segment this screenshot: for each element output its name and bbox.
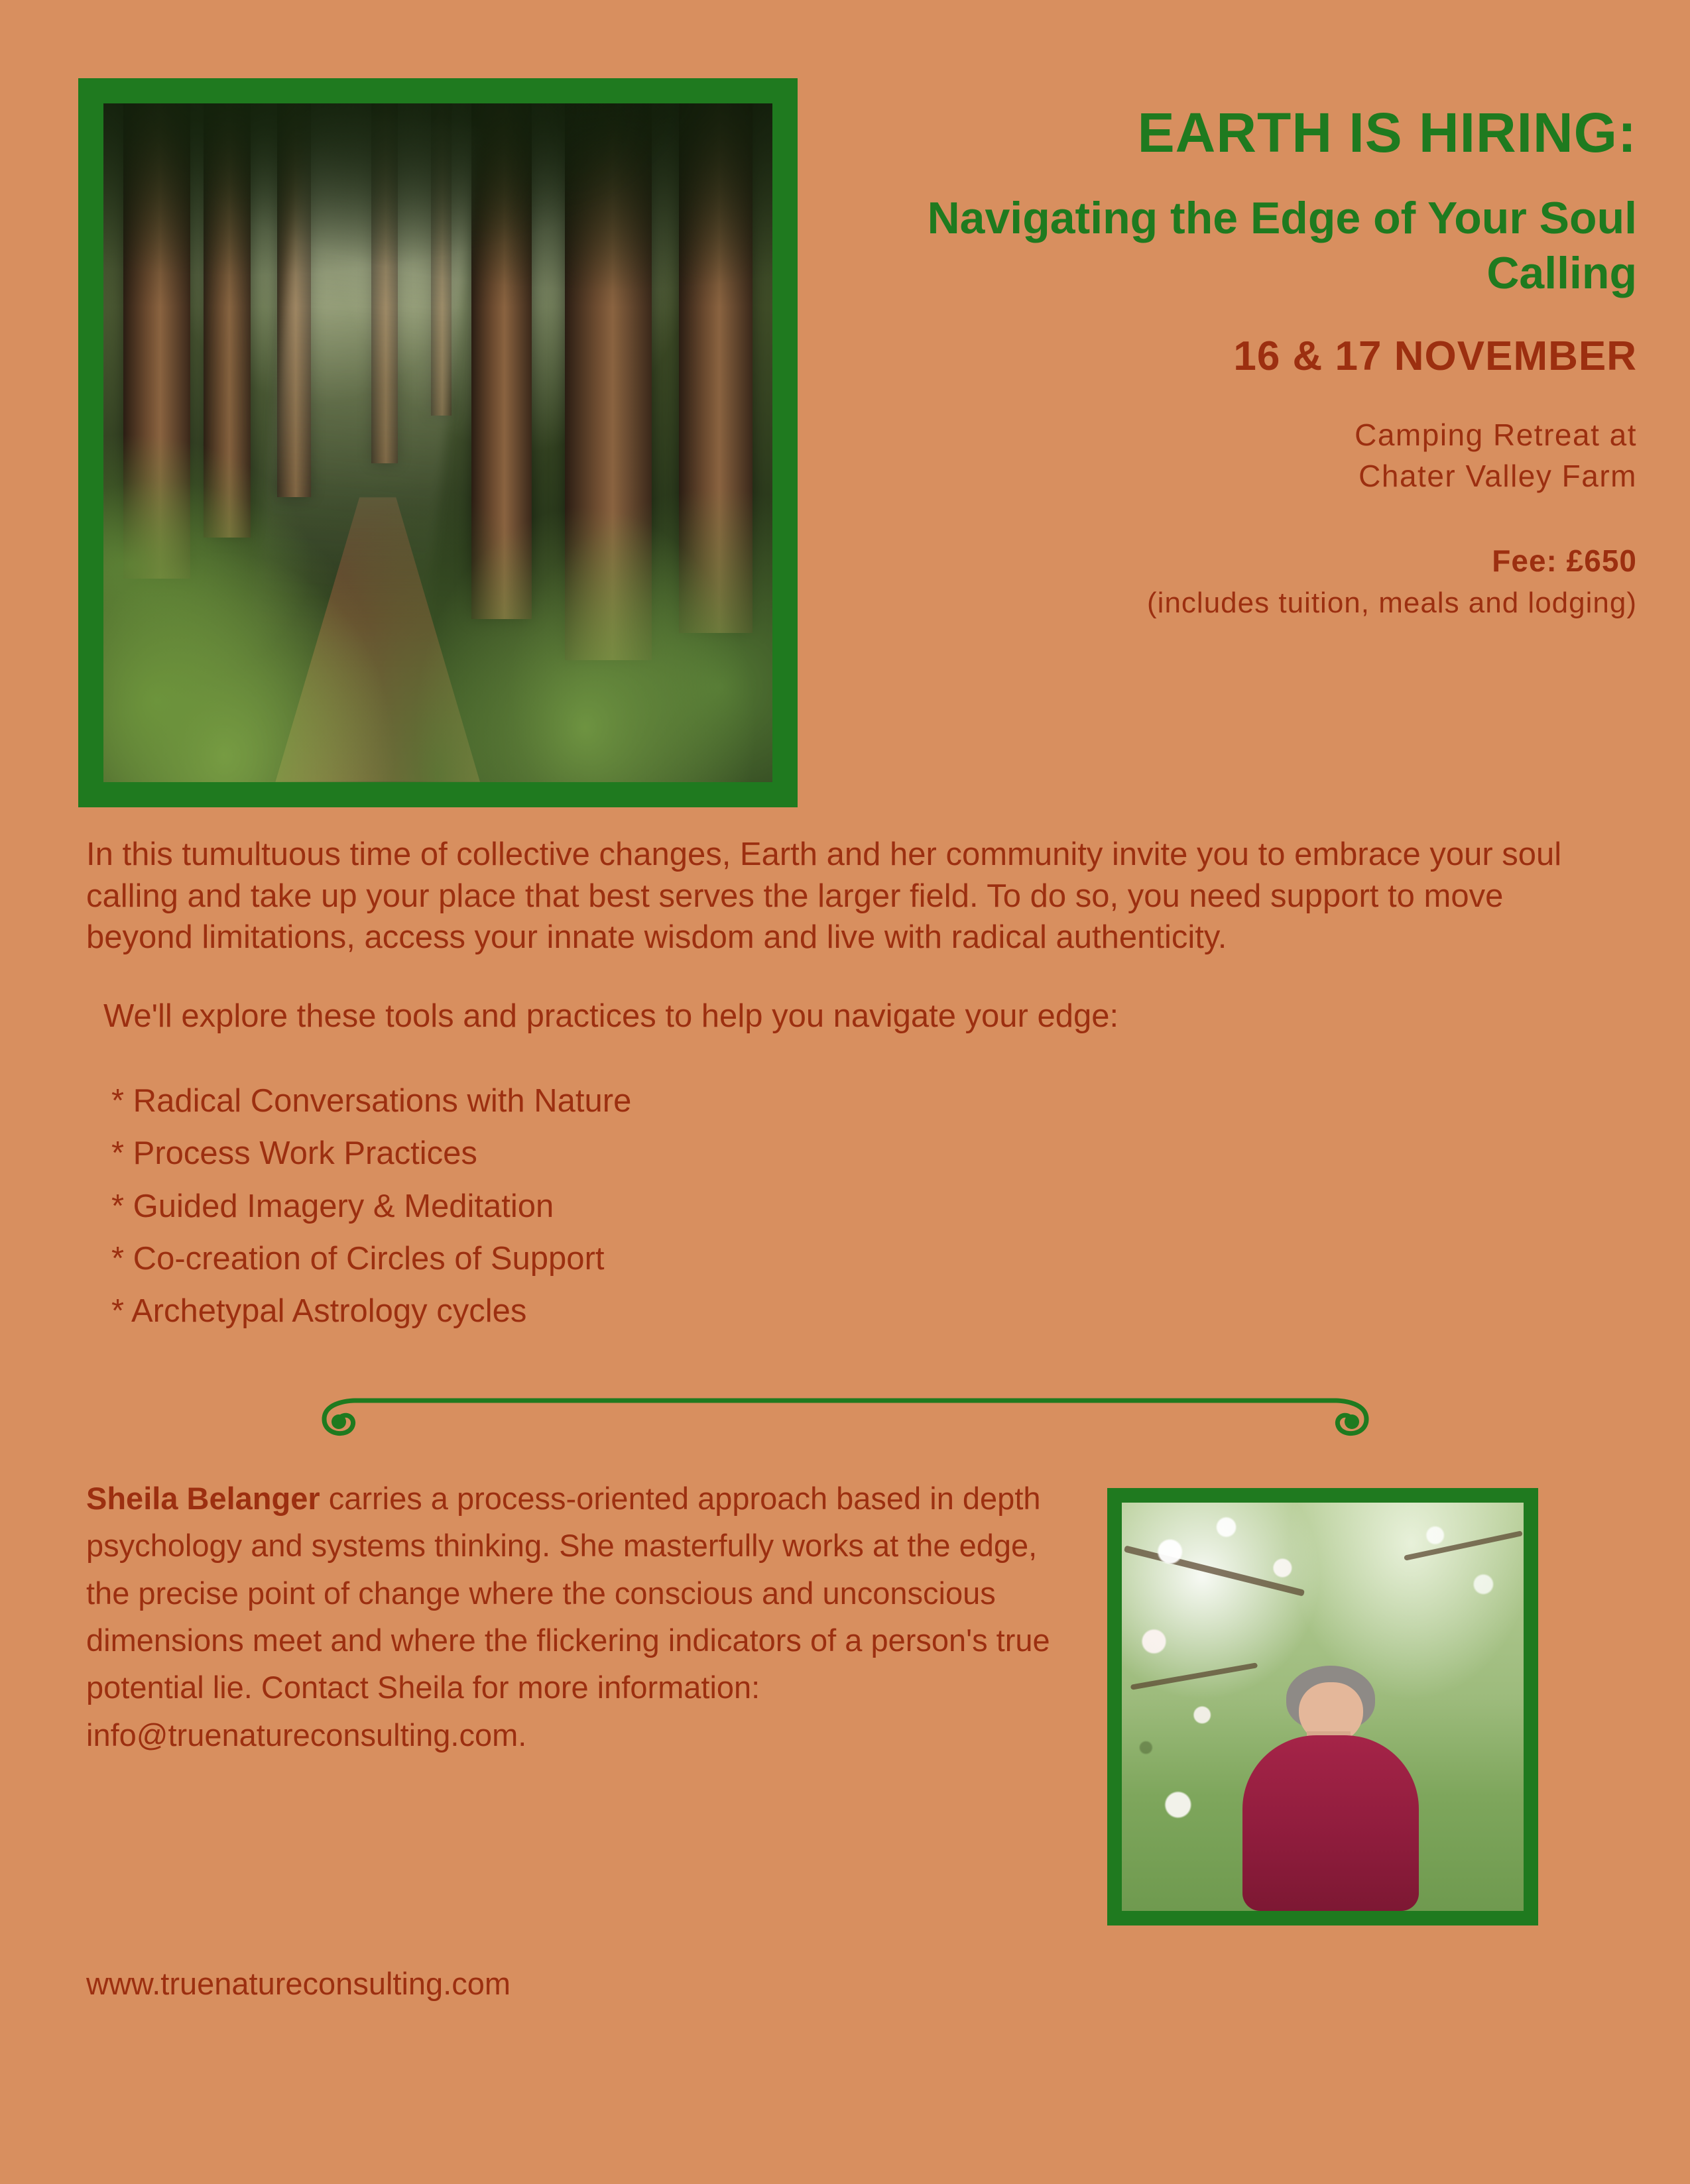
tools-list <box>86 1075 1610 1338</box>
explore-line: We'll explore these tools and practices to help you navigate your edge: <box>103 998 1119 1035</box>
page-title: EARTH IS HIRING: <box>1137 101 1637 164</box>
venue-line-1: Camping Retreat at <box>1355 417 1637 452</box>
intro-paragraph: In this tumultuous time of collective changes, Earth and her community invite you to embrace your soul calling and take up your place that best serves the larger field. To do so, you need support to move beyond limitations, access your innate wisdom and live with radical authenticity. <box>86 836 1562 956</box>
page-subtitle: Navigating the Edge of Your Soul Calling <box>927 192 1637 298</box>
list-item: * Co-creation of Circles of Support <box>111 1240 605 1277</box>
venue-line-2: Chater Valley Farm <box>1358 458 1637 493</box>
body-section <box>0 807 1690 1338</box>
bio-body: carries a process-oriented approach based in depth psychology and systems thinking. She masterfully works at the edge, the precise point of change where the conscious and unconscious dimensions meet and where the flickering indicators of a person's true potential lie. Contact Sheila for more information: info@truenatureconsulting.com. <box>86 1480 1050 1753</box>
event-dates: 16 & 17 NOVEMBER <box>1233 333 1637 379</box>
divider <box>0 1375 1690 1448</box>
event-venue <box>837 414 1637 496</box>
event-fee-note: (includes tuition, meals and lodging) <box>1147 586 1637 619</box>
bio-section <box>0 1475 1690 1925</box>
header-section <box>0 0 1690 807</box>
bio-name: Sheila Belanger <box>86 1480 320 1516</box>
fern-undergrowth <box>103 103 772 782</box>
forest-photo-frame <box>78 78 798 807</box>
event-fee: Fee: £650 <box>1492 543 1637 578</box>
list-item: * Process Work Practices <box>111 1135 477 1172</box>
website-url[interactable]: www.truenatureconsulting.com <box>86 1965 511 2001</box>
scroll-flourish-divider-icon <box>308 1375 1382 1448</box>
list-item: * Guided Imagery & Meditation <box>111 1188 554 1224</box>
list-item: * Archetypal Astrology cycles <box>111 1293 527 1330</box>
headline-column <box>798 78 1637 620</box>
portrait-torso <box>1242 1735 1419 1911</box>
forest-path-photo <box>103 103 772 782</box>
sheila-belanger-portrait-photo <box>1122 1503 1524 1911</box>
portrait-photo-frame <box>1107 1488 1538 1925</box>
list-item: * Radical Conversations with Nature <box>111 1082 632 1119</box>
bio-paragraph <box>86 1475 1107 1759</box>
